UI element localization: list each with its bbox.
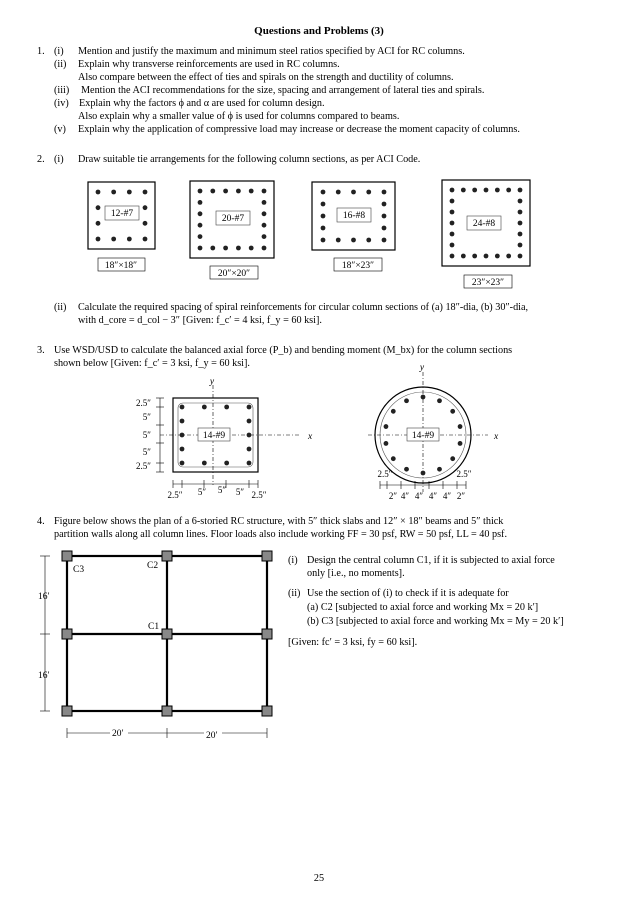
- rebar-dot: [458, 441, 463, 446]
- plan-column: [262, 706, 272, 716]
- rebar-dot: [495, 188, 500, 193]
- rebar-dot: [143, 221, 148, 226]
- rebar-dot: [366, 238, 371, 243]
- rebar-dot: [143, 205, 148, 210]
- rebar-dot: [382, 226, 387, 231]
- rebar-dot: [382, 238, 387, 243]
- rebar-dot: [262, 200, 267, 205]
- q2-number: 2.: [37, 154, 45, 165]
- q3-circ-bars: 14-#9: [411, 431, 435, 441]
- rebar-dot: [437, 467, 442, 472]
- rebar-dot: [249, 246, 254, 251]
- q4-b-text: (b) C3 [subjected to axial force and working Mx = My = 20 k′]: [307, 616, 564, 627]
- rebar-dot: [450, 456, 455, 461]
- rebar-dot: [450, 409, 455, 414]
- section-3-size: 18″×23″: [341, 261, 375, 271]
- rebar-dot: [382, 202, 387, 207]
- rebar-dot: [210, 189, 215, 194]
- rebar-dot: [336, 238, 341, 243]
- rect-hdim-2: 5″: [217, 485, 227, 495]
- rebar-dot: [127, 237, 132, 242]
- rebar-dot: [127, 190, 132, 195]
- plan-dim-h2: 20′: [206, 731, 218, 741]
- rebar-dot: [450, 232, 455, 237]
- q2-ii-text2: with d_core = d_col − 3″ [Given: f_c′ = 4 ksi, f_y = 60 ksi].: [78, 315, 322, 326]
- rebar-dot: [210, 246, 215, 251]
- q1-iii-text: Mention the ACI recommendations for the size, spacing and arrangement of lateral ties and spirals.: [81, 85, 485, 96]
- q4-plan: [38, 551, 272, 741]
- q1-iv-text: Explain why the factors ϕ and α are used for column design.: [79, 98, 325, 109]
- section-1-bars: 12-#7: [110, 209, 134, 219]
- rebar-dot: [321, 190, 326, 195]
- rebar-dot: [198, 200, 203, 205]
- rebar-dot: [458, 424, 463, 429]
- q2-ii-label: (ii): [54, 302, 67, 313]
- q1-ii-text: Explain why transverse reinforcements are used in RC columns.: [78, 59, 340, 70]
- q3-number: 3.: [37, 345, 45, 356]
- rebar-dot: [198, 211, 203, 216]
- rebar-dot: [249, 189, 254, 194]
- plan-column: [162, 629, 172, 639]
- page-title: Questions and Problems (3): [254, 25, 384, 37]
- rebar-dot: [198, 234, 203, 239]
- q1-ii-text2: Also compare between the effect of ties and spirals on the strength and ductility of columns.: [78, 72, 454, 83]
- rebar-dot: [421, 471, 426, 476]
- rebar-dot: [404, 467, 409, 472]
- rect-vdim-0: 2.5″: [136, 398, 151, 408]
- rebar-dot: [247, 447, 252, 452]
- q4-number: 4.: [37, 516, 45, 527]
- rect-hdim-1: 5″: [197, 487, 207, 497]
- rebar-dot: [450, 188, 455, 193]
- section-1-size: 18″×18″: [104, 261, 138, 271]
- rebar-dot: [351, 190, 356, 195]
- circ-hdim-4: 4″: [442, 491, 452, 501]
- rebar-dot: [202, 461, 207, 466]
- rebar-dot: [404, 398, 409, 403]
- plan-dim-v1: 16′: [38, 592, 50, 602]
- rect-vdim-1: 5″: [142, 412, 151, 422]
- q3-text: Use WSD/USD to calculate the balanced axial force (P_b) and bending moment (M_bx) for the column sections: [54, 345, 513, 356]
- q4-ii-text: Use the section of (i) to check if it is adequate for: [307, 588, 509, 599]
- section-4-size: 23″×23″: [471, 278, 505, 288]
- q1-ii-label: (ii): [54, 59, 67, 70]
- q4-ii-label: (ii): [288, 588, 301, 599]
- rebar-dot: [223, 189, 228, 194]
- rebar-dot: [180, 447, 185, 452]
- rebar-dot: [450, 210, 455, 215]
- rebar-dot: [518, 210, 523, 215]
- plan-c3: C3: [73, 565, 85, 575]
- rebar-dot: [198, 189, 203, 194]
- q4-text2: partition walls along all column lines. Floor loads also include working FF = 30 psf, RW = 50 psf, LL = 40 psf.: [54, 529, 507, 540]
- rebar-dot: [96, 205, 101, 210]
- rebar-dot: [262, 189, 267, 194]
- rect-hdim-4: 2.5″: [251, 490, 267, 500]
- section-2-bars: 20-#7: [221, 214, 245, 224]
- rebar-dot: [321, 238, 326, 243]
- rebar-dot: [198, 246, 203, 251]
- rebar-dot: [236, 246, 241, 251]
- rebar-dot: [111, 190, 116, 195]
- rebar-dot: [382, 190, 387, 195]
- q4-given: [Given: fc′ = 3 ksi, fy = 60 ksi].: [288, 637, 418, 648]
- plan-column: [262, 629, 272, 639]
- section-2-size: 20″×20″: [217, 269, 251, 279]
- rebar-dot: [180, 419, 185, 424]
- q3-circ-axis-y: y: [419, 363, 425, 373]
- rebar-dot: [450, 221, 455, 226]
- rect-vdim-3: 5″: [142, 447, 151, 457]
- circ-top-dim-1: 2.5″: [456, 469, 472, 479]
- plan-column: [162, 551, 172, 561]
- q1-i-label: (i): [54, 46, 64, 57]
- rebar-dot: [224, 405, 229, 410]
- circ-hdim-3: 4″: [428, 491, 438, 501]
- rebar-dot: [472, 188, 477, 193]
- rebar-dot: [321, 202, 326, 207]
- rebar-dot: [472, 254, 477, 259]
- rebar-dot: [518, 232, 523, 237]
- plan-dim-v2: 16′: [38, 671, 50, 681]
- rebar-dot: [484, 188, 489, 193]
- plan-column: [262, 551, 272, 561]
- rebar-dot: [247, 433, 252, 438]
- q3-circ-axis-x: x: [494, 432, 499, 442]
- rebar-dot: [247, 419, 252, 424]
- q2-i-text: Draw suitable tie arrangements for the following column sections, as per ACI Code.: [78, 154, 421, 165]
- rebar-dot: [180, 433, 185, 438]
- rebar-dot: [384, 424, 389, 429]
- rebar-dot: [247, 461, 252, 466]
- rebar-dot: [518, 199, 523, 204]
- rebar-dot: [96, 221, 101, 226]
- rebar-dot: [461, 254, 466, 259]
- q4-i-text: Design the central column C1, if it is subjected to axial force: [307, 555, 555, 566]
- rebar-dot: [262, 223, 267, 228]
- q1-iv-label: (iv): [54, 98, 69, 109]
- rebar-dot: [391, 456, 396, 461]
- rebar-dot: [111, 237, 116, 242]
- plan-column: [62, 551, 72, 561]
- q2-ii-text: Calculate the required spacing of spiral reinforcements for circular column sections of (a) 18″-dia, (b) 30″-dia,: [78, 302, 529, 313]
- q2-i-label: (i): [54, 154, 64, 165]
- rebar-dot: [450, 199, 455, 204]
- rebar-dot: [506, 188, 511, 193]
- q3-circ-section: [368, 363, 499, 501]
- rebar-dot: [518, 188, 523, 193]
- rebar-dot: [351, 238, 356, 243]
- rebar-dot: [437, 398, 442, 403]
- circ-top-dim-0: 2.5″: [377, 469, 393, 479]
- rebar-dot: [518, 243, 523, 248]
- rect-hdim-3: 5″: [235, 487, 245, 497]
- circ-hdim-1: 4″: [400, 491, 410, 501]
- rebar-dot: [450, 254, 455, 259]
- plan-column: [62, 706, 72, 716]
- q3-text2: shown below [Given: f_c′ = 3 ksi, f_y = 60 ksi].: [54, 358, 250, 369]
- rebar-dot: [495, 254, 500, 259]
- rebar-dot: [366, 190, 371, 195]
- q1-i-text: Mention and justify the maximum and minimum steel ratios specified by ACI for RC columns.: [78, 46, 465, 57]
- plan-c2: C2: [147, 561, 159, 571]
- plan-dim-h1: 20′: [112, 729, 124, 739]
- rebar-dot: [484, 254, 489, 259]
- q3-rect-axis-y: y: [209, 377, 215, 387]
- rebar-dot: [198, 223, 203, 228]
- rebar-dot: [506, 254, 511, 259]
- rebar-dot: [461, 188, 466, 193]
- page-number: 25: [313, 873, 325, 884]
- section-3-bars: 16-#8: [342, 211, 366, 221]
- rebar-dot: [384, 441, 389, 446]
- circ-hdim-0: 2″: [388, 491, 398, 501]
- rebar-dot: [223, 246, 228, 251]
- rect-vdim-2: 5″: [142, 430, 151, 440]
- section-18x23: [312, 182, 395, 271]
- rect-vdim-4: 2.5″: [136, 461, 151, 471]
- circ-hdim-2: 4″: [414, 491, 424, 501]
- q1-iv-text2: Also explain why a smaller value of ϕ is used for columns compared to beams.: [78, 111, 400, 122]
- q4-a-text: (a) C2 [subjected to axial force and working Mx = 20 k′]: [307, 602, 539, 613]
- section-4-bars: 24-#8: [472, 219, 496, 229]
- circ-hdim-5: 2″: [456, 491, 466, 501]
- rebar-dot: [143, 190, 148, 195]
- rebar-dot: [518, 254, 523, 259]
- rebar-dot: [96, 237, 101, 242]
- rebar-dot: [518, 221, 523, 226]
- rebar-dot: [321, 226, 326, 231]
- q4-i-label: (i): [288, 555, 298, 566]
- rebar-dot: [247, 405, 252, 410]
- rebar-dot: [321, 214, 326, 219]
- q1-iii-label: (iii): [54, 85, 70, 96]
- rebar-dot: [262, 246, 267, 251]
- q4-i-text2: only [i.e., no moments].: [307, 568, 405, 579]
- q3-rect-section: [136, 377, 313, 500]
- q3-rect-bars: 14-#9: [202, 431, 226, 441]
- plan-c1: C1: [148, 622, 160, 632]
- rebar-dot: [224, 461, 229, 466]
- q3-rect-axis-x: x: [308, 432, 313, 442]
- rect-hdim-0: 2.5″: [167, 490, 183, 500]
- q1-v-label: (v): [54, 124, 66, 135]
- rebar-dot: [382, 214, 387, 219]
- q4-text: Figure below shows the plan of a 6-storied RC structure, with 5″ thick slabs and 12″ × 18″ beams and 5″ thick: [54, 516, 504, 527]
- rebar-dot: [336, 190, 341, 195]
- rebar-dot: [143, 237, 148, 242]
- rebar-dot: [180, 461, 185, 466]
- plan-column: [162, 706, 172, 716]
- rebar-dot: [180, 405, 185, 410]
- rebar-dot: [262, 234, 267, 239]
- rebar-dot: [391, 409, 396, 414]
- q1-v-text: Explain why the application of compressive load may increase or decrease the moment capacity of columns.: [78, 124, 520, 135]
- rebar-dot: [96, 190, 101, 195]
- rebar-dot: [450, 243, 455, 248]
- q1-number: 1.: [37, 46, 45, 57]
- rebar-dot: [202, 405, 207, 410]
- rebar-dot: [262, 211, 267, 216]
- section-20x20: [190, 181, 274, 279]
- section-23x23: [442, 180, 530, 288]
- rebar-dot: [236, 189, 241, 194]
- plan-column: [62, 629, 72, 639]
- rebar-dot: [421, 395, 426, 400]
- section-18x18: [88, 182, 155, 271]
